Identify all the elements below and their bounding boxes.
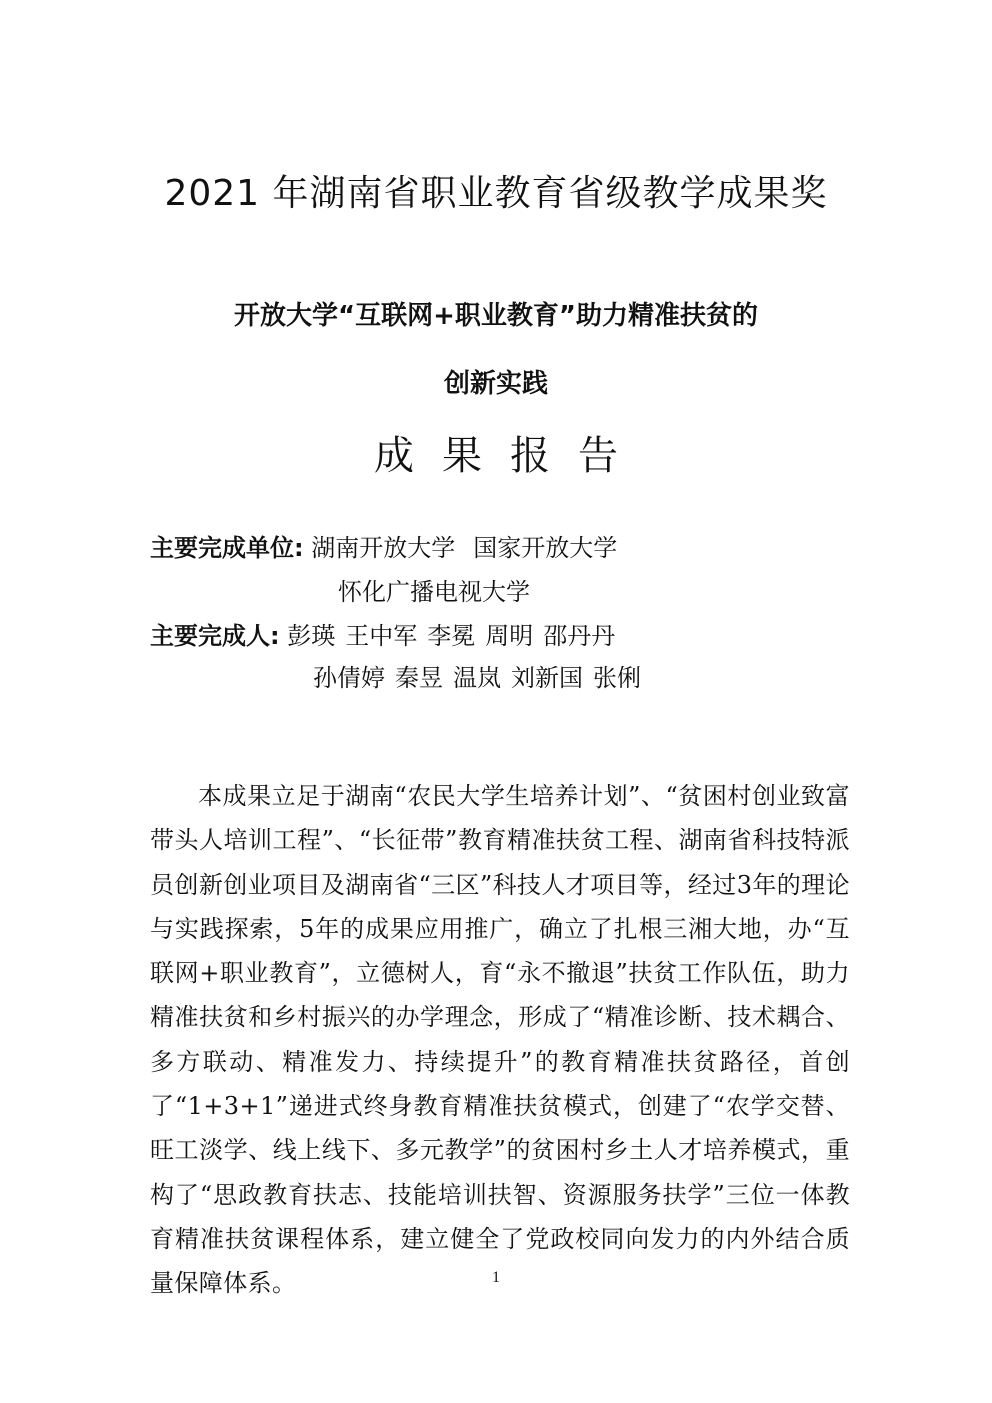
person-name: 彭瑛: [287, 622, 336, 650]
person-name: 李冕: [427, 622, 476, 650]
unit-name: 湖南开放大学: [311, 534, 456, 562]
person-name: 温岚: [453, 664, 501, 692]
people-label: 主要完成人:: [150, 622, 280, 650]
people-row: [150, 620, 615, 652]
report-title: 成果报告: [374, 433, 646, 479]
person-name: 邵丹丹: [543, 622, 616, 650]
page-number: 1: [492, 1269, 500, 1286]
people-row-continued: [313, 662, 641, 694]
units-label: 主要完成单位:: [150, 534, 304, 562]
person-name: 张俐: [593, 664, 641, 692]
body-paragraph: 本成果立足于湖南“农民大学生培养计划”、“贫困村创业致富带头人培训工程”、“长征带”教育精准扶贫工程、湖南省科技特派员创新创业项目及湖南省“三区”科技人才项目等，经过3年的理论与实践探索，5年的成果应用推广，确立了扎根三湘大地，办“互联网+职业教育”，立德树人，育“永不撤退”扶贫工作队伍，助力精准扶贫和乡村振兴的办学理念，形成了“精准诊断、技术耦合、多方联动、精准发力、持续提升”的教育精准扶贫路径，首创了“1+3+1”递进式终身教育精准扶贫模式，创建了“农学交替、旺工淡学、线上线下、多元教学”的贫困村乡土人才培养模式，重构了“思政教育扶志、技能培训扶智、资源服务扶学”三位一体教育精准扶贫课程体系，建立健全了党政校同向发力的内外结合质量保障体系。: [150, 782, 850, 1298]
project-title-line2: 创新实践: [443, 369, 548, 399]
person-name: 周明: [485, 622, 534, 650]
person-name: 刘新国: [511, 664, 583, 692]
unit-name: 怀化广播电视大学: [338, 578, 530, 606]
project-title-line1: 开放大学“互联网+职业教育”助力精准扶贫的: [234, 301, 758, 331]
award-title: 2021 年湖南省职业教育省级教学成果奖: [164, 173, 828, 214]
person-name: 孙倩婷: [313, 664, 385, 692]
units-row-continued: [338, 576, 530, 608]
unit-name: 国家开放大学: [473, 534, 618, 562]
person-name: 王中军: [345, 622, 418, 650]
person-name: 秦昱: [395, 664, 443, 692]
units-row: [150, 532, 617, 564]
